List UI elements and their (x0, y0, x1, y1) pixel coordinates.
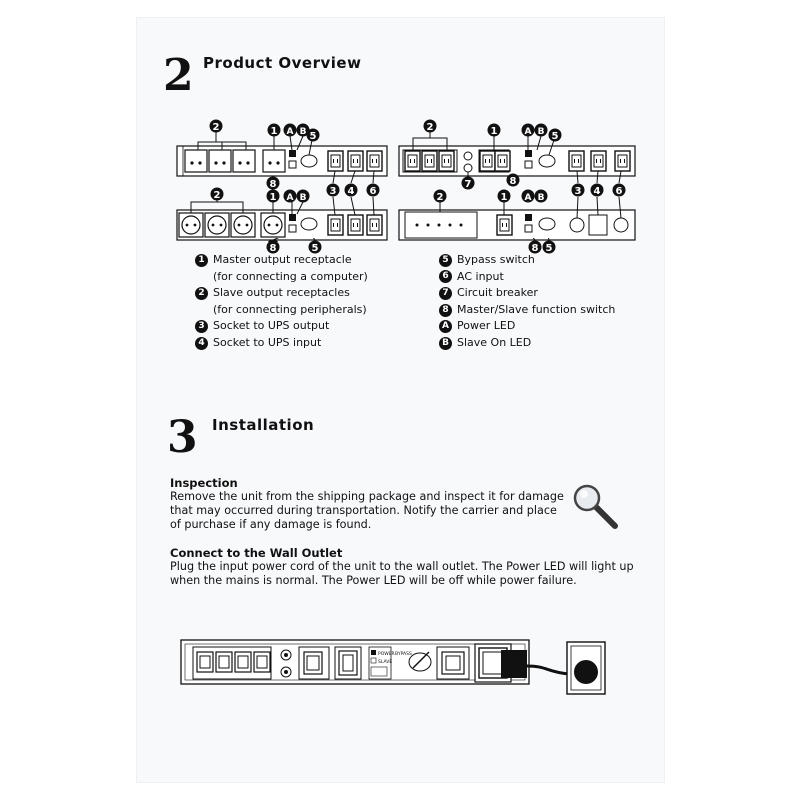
legend-label: AC input (457, 269, 504, 283)
legend-label: Master/Slave function switch (457, 302, 616, 316)
callout-label: 6 (615, 186, 623, 197)
legend-label: Socket to UPS output (213, 319, 330, 333)
legend-item (439, 302, 615, 319)
section-2-number: 2 (163, 50, 194, 101)
diagram-label-bypass: BYPASS (395, 652, 412, 657)
installation-diagram (137, 630, 664, 700)
callout-label: 1 (500, 192, 508, 203)
callout-label: 6 (369, 186, 377, 197)
callout-label: 4 (593, 186, 601, 197)
wall-outlet-line: Plug the input power cord of the unit to the wall outlet. The Power LED will light up (170, 560, 634, 573)
callout-label: 3 (329, 186, 337, 197)
callout-label: A (286, 193, 294, 203)
legend-item (439, 252, 615, 269)
marker-icon: 7 (439, 287, 452, 300)
callout-label: 5 (309, 131, 317, 142)
legend-item (439, 335, 615, 352)
marker-icon: 8 (439, 304, 452, 317)
callout-label: 1 (270, 126, 278, 137)
legend-label: (for connecting a computer) (213, 269, 368, 283)
callout-label: 2 (213, 190, 221, 201)
legend-item (195, 302, 368, 319)
wall-outlet-heading: Connect to the Wall Outlet (170, 546, 343, 560)
callout-label: 8 (509, 176, 517, 187)
callout-label: B (537, 193, 545, 203)
callout-label: 2 (212, 122, 220, 133)
callout-label: 2 (436, 192, 444, 203)
marker-icon: 5 (439, 254, 452, 267)
wall-outlet-block (170, 546, 640, 588)
legend-item (195, 269, 368, 286)
callout-label: 1 (490, 126, 498, 137)
callout-label: 3 (574, 186, 582, 197)
callout-label: 1 (269, 192, 277, 203)
legend-item (195, 252, 368, 269)
section-3-number: 3 (167, 412, 198, 463)
inspection-line: of purchase if any damage is found. (170, 518, 372, 531)
legend-label: Slave output receptacles (213, 286, 350, 300)
inspection-block (170, 476, 570, 532)
callout-label: 8 (269, 243, 277, 254)
callout-label: A (286, 127, 294, 137)
callout-label: B (537, 127, 545, 137)
callout-2-top-left (210, 120, 223, 134)
legend-item (439, 285, 615, 302)
legend-item (439, 269, 615, 286)
marker-icon: 3 (195, 320, 208, 333)
callout-label: A (524, 127, 532, 137)
marker-icon: A (439, 320, 452, 333)
legend-label: Master output receptacle (213, 253, 352, 266)
callout-label: 8 (531, 243, 539, 254)
diagram-label-power: POWER (378, 652, 395, 657)
marker-icon: B (439, 337, 452, 350)
callout-label: 8 (269, 179, 277, 190)
legend-label: Socket to UPS input (213, 335, 322, 349)
callout-label: 7 (464, 179, 472, 190)
marker-icon: 1 (195, 254, 208, 267)
magnifier-icon (571, 482, 621, 532)
legend-item (195, 285, 368, 302)
legend-item (439, 318, 615, 335)
manual-page (137, 18, 664, 782)
marker-icon: 4 (195, 337, 208, 350)
callout-label: 4 (347, 186, 355, 197)
section-3-title: Installation (212, 416, 315, 434)
legend-label: Circuit breaker (457, 286, 538, 300)
wall-outlet-line: when the mains is normal. The Power LED will be off while power failure. (170, 574, 577, 587)
legend-right (439, 252, 615, 352)
inspection-heading: Inspection (170, 476, 238, 490)
inspection-line: Remove the unit from the shipping package and inspect it for damage (170, 490, 564, 503)
product-overview-diagram (137, 102, 664, 242)
callout-label: 5 (311, 243, 319, 254)
legend-label: Power LED (457, 319, 516, 333)
legend-item (195, 335, 368, 352)
marker-icon: 2 (195, 287, 208, 300)
legend-label: Slave On LED (457, 335, 532, 349)
callout-label: 2 (426, 122, 434, 133)
legend-left (195, 252, 368, 352)
callout-label: 5 (545, 243, 553, 254)
inspection-line: that may occurred during transportation. Notify the carrier and place (170, 504, 557, 517)
callout-label: B (299, 127, 307, 137)
diagram-label-slave: SLAVE (378, 660, 393, 665)
legend-label: (for connecting peripherals) (213, 302, 367, 316)
callout-label: B (299, 193, 307, 203)
legend-label: Bypass switch (457, 253, 535, 266)
callout-label: A (524, 193, 532, 203)
marker-icon: 6 (439, 270, 452, 283)
callout-label: 5 (551, 131, 559, 142)
section-2-title: Product Overview (203, 54, 362, 72)
legend-item (195, 318, 368, 335)
